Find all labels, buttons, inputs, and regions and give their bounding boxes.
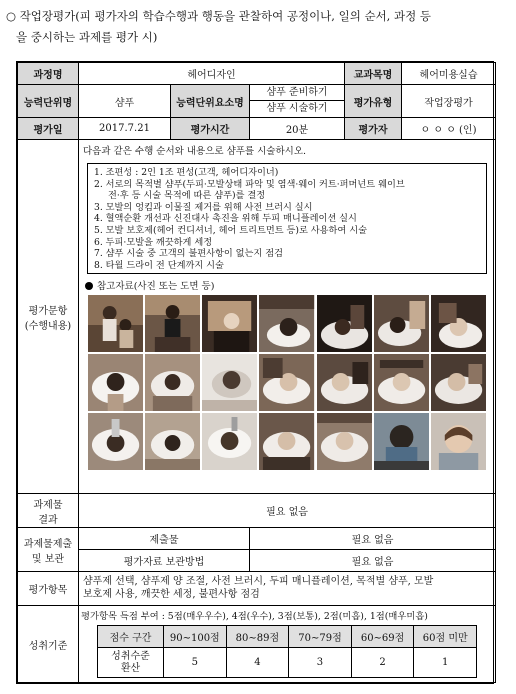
photo-9 xyxy=(145,354,200,411)
evaluation-table xyxy=(17,62,496,683)
eval-items-line-2: 보호제 사용, 깨끗한 세정, 불편사항 점검 xyxy=(83,589,260,600)
achievement-level-label-line-2: 환산 xyxy=(120,662,141,674)
photo-2 xyxy=(145,295,200,352)
achievement-level-2: 4 xyxy=(226,648,289,678)
step-5: 5. 모발 보호제(헤어 컨디셔너, 헤어 트리트먼트 등)로 사용하여 시술 xyxy=(94,224,367,236)
photo-1 xyxy=(88,295,143,352)
photo-8 xyxy=(88,354,143,411)
course-value: 헤어디자인 xyxy=(79,63,345,85)
type-label: 평가유형 xyxy=(345,85,402,118)
evaluator-label: 평가자 xyxy=(345,118,402,140)
intro-line-2: 을 중시하는 과제를 평가 시) xyxy=(16,30,158,44)
score-range-row xyxy=(98,626,477,648)
submission-item-value: 필요 없음 xyxy=(250,528,496,550)
questions-label-line-2: (수행내용) xyxy=(24,320,72,332)
element-label: 능력단위요소명 xyxy=(171,85,250,118)
criteria-content xyxy=(79,606,496,683)
criteria-table-wrap xyxy=(79,625,495,678)
score-range-label: 점수 구간 xyxy=(98,626,164,648)
photo-7 xyxy=(431,295,486,352)
photo-15 xyxy=(88,413,143,470)
intro-text xyxy=(6,6,510,48)
photo-17 xyxy=(202,413,257,470)
subject-value: 헤어미용실습 xyxy=(402,63,496,85)
photo-13 xyxy=(374,354,429,411)
photo-20 xyxy=(374,413,429,470)
task-result-label xyxy=(18,494,79,528)
step-2: 2. 서로의 목적별 샴푸(두피·모발상태 파악 및 염색·웨이 커트·퍼머넌트 웨이브 xyxy=(94,178,405,190)
achievement-level-3: 3 xyxy=(289,648,352,678)
reference-photos xyxy=(88,295,486,470)
eval-items-line-1: 샴푸제 선택, 샴푸제 양 조절, 사전 브러시, 두피 매니플레이션, 목적별 샴푸, 모발 xyxy=(83,576,434,587)
achievement-level-5: 1 xyxy=(414,648,477,678)
unit-value: 샴푸 xyxy=(79,85,171,118)
element-value-1: 샴푸 준비하기 xyxy=(250,85,344,101)
task-result-row xyxy=(18,494,496,528)
evaluation-sheet xyxy=(16,61,494,684)
course-row xyxy=(18,63,496,85)
evaluator-value: ㅇ ㅇ ㅇ (인) xyxy=(402,118,496,140)
time-value: 20분 xyxy=(250,118,345,140)
reference-title-text: 참고자료(사진 또는 도면 등) xyxy=(97,281,215,293)
photo-5 xyxy=(317,295,372,352)
criteria-label: 성취기준 xyxy=(18,606,79,683)
submission-item-label: 제출물 xyxy=(79,528,250,550)
element-values xyxy=(250,85,345,118)
score-range-5: 60점 미만 xyxy=(414,626,477,648)
questions-label xyxy=(18,140,79,494)
achievement-level-label xyxy=(98,648,164,678)
submission-label-line-1: 과제물제출 xyxy=(23,538,73,550)
storage-method-label: 평가자료 보관방법 xyxy=(79,550,250,572)
step-1: 1. 조편성 : 2인 1조 편성(고객, 헤어디자이너) xyxy=(94,167,279,178)
photo-18 xyxy=(259,413,314,470)
task-result-label-line-2: 결과 xyxy=(38,514,58,526)
score-range-2: 80∼89점 xyxy=(226,626,289,648)
course-label: 과정명 xyxy=(18,63,79,85)
eval-items-label: 평가항목 xyxy=(18,572,79,606)
date-value: 2017.7.21 xyxy=(79,118,171,140)
date-label: 평가일 xyxy=(18,118,79,140)
subject-label: 교과목명 xyxy=(345,63,402,85)
achievement-level-row xyxy=(98,648,477,678)
achievement-level-4: 2 xyxy=(351,648,414,678)
step-3: 3. 모발의 엉킴과 이물질 제거를 위해 사전 브러시 실시 xyxy=(94,201,313,213)
step-7: 7. 샴푸 시술 중 고객의 불편사항이 없는지 점검 xyxy=(94,248,283,260)
step-6: 6. 두피·모발을 깨끗하게 세정 xyxy=(94,236,213,248)
reference-title xyxy=(85,278,491,292)
photo-21 xyxy=(431,413,486,470)
storage-method-value: 필요 없음 xyxy=(250,550,496,572)
bullet-icon xyxy=(85,282,93,290)
task-result-label-line-1: 과제물 xyxy=(33,499,63,511)
submission-label xyxy=(18,528,79,572)
questions-content xyxy=(79,140,496,494)
photo-4 xyxy=(259,295,314,352)
score-range-4: 60∼69점 xyxy=(351,626,414,648)
score-range-1: 90∼100점 xyxy=(164,626,227,648)
eval-items-value xyxy=(79,572,496,606)
photo-6 xyxy=(374,295,429,352)
photo-16 xyxy=(145,413,200,470)
eval-items-row xyxy=(18,572,496,606)
criteria-table xyxy=(97,625,477,678)
steps-box xyxy=(87,163,487,274)
criteria-row xyxy=(18,606,496,683)
achievement-level-1: 5 xyxy=(164,648,227,678)
submission-row-2 xyxy=(18,550,496,572)
time-label: 평가시간 xyxy=(171,118,250,140)
step-8: 8. 타월 드라이 전 단계까지 시술 xyxy=(94,259,224,271)
photo-19 xyxy=(317,413,372,470)
photo-12 xyxy=(317,354,372,411)
questions-row xyxy=(18,140,496,494)
instruction-text: 다음과 같은 수행 순서와 내용으로 샴푸를 시술하시오. xyxy=(83,146,307,157)
unit-row xyxy=(18,85,496,118)
submission-label-line-2: 및 보관 xyxy=(31,553,65,565)
date-row xyxy=(18,118,496,140)
photo-3 xyxy=(202,295,257,352)
step-4: 4. 혈액순환 개선과 신진대사 촉진을 위해 두피 매니플레이션 실시 xyxy=(94,213,357,225)
photo-10 xyxy=(202,354,257,411)
score-range-3: 70∼79점 xyxy=(289,626,352,648)
photo-11 xyxy=(259,354,314,411)
unit-label: 능력단위명 xyxy=(18,85,79,118)
criteria-note: 평가항목 득점 부여 : 5점(매우우수), 4점(우수), 3점(보통), 2점(미흡), 1점(매우미흡) xyxy=(81,611,428,622)
task-result-value: 필요 없음 xyxy=(79,494,496,528)
type-value: 작업장평가 xyxy=(402,85,496,118)
element-value-2: 샴푸 시술하기 xyxy=(266,103,328,114)
submission-row-1 xyxy=(18,528,496,550)
intro-line-1: ○ 작업장평가(피 평가자의 학습수행과 행동을 관찰하여 공정이나, 일의 순서, 과정 등 xyxy=(6,9,431,23)
achievement-level-label-line-1: 성취수준 xyxy=(111,650,150,662)
photo-14 xyxy=(431,354,486,411)
step-2-cont: 전·후 등 시술 목적에 따른 샴푸)를 결정 xyxy=(108,190,266,202)
questions-label-line-1: 평가문항 xyxy=(28,305,68,317)
